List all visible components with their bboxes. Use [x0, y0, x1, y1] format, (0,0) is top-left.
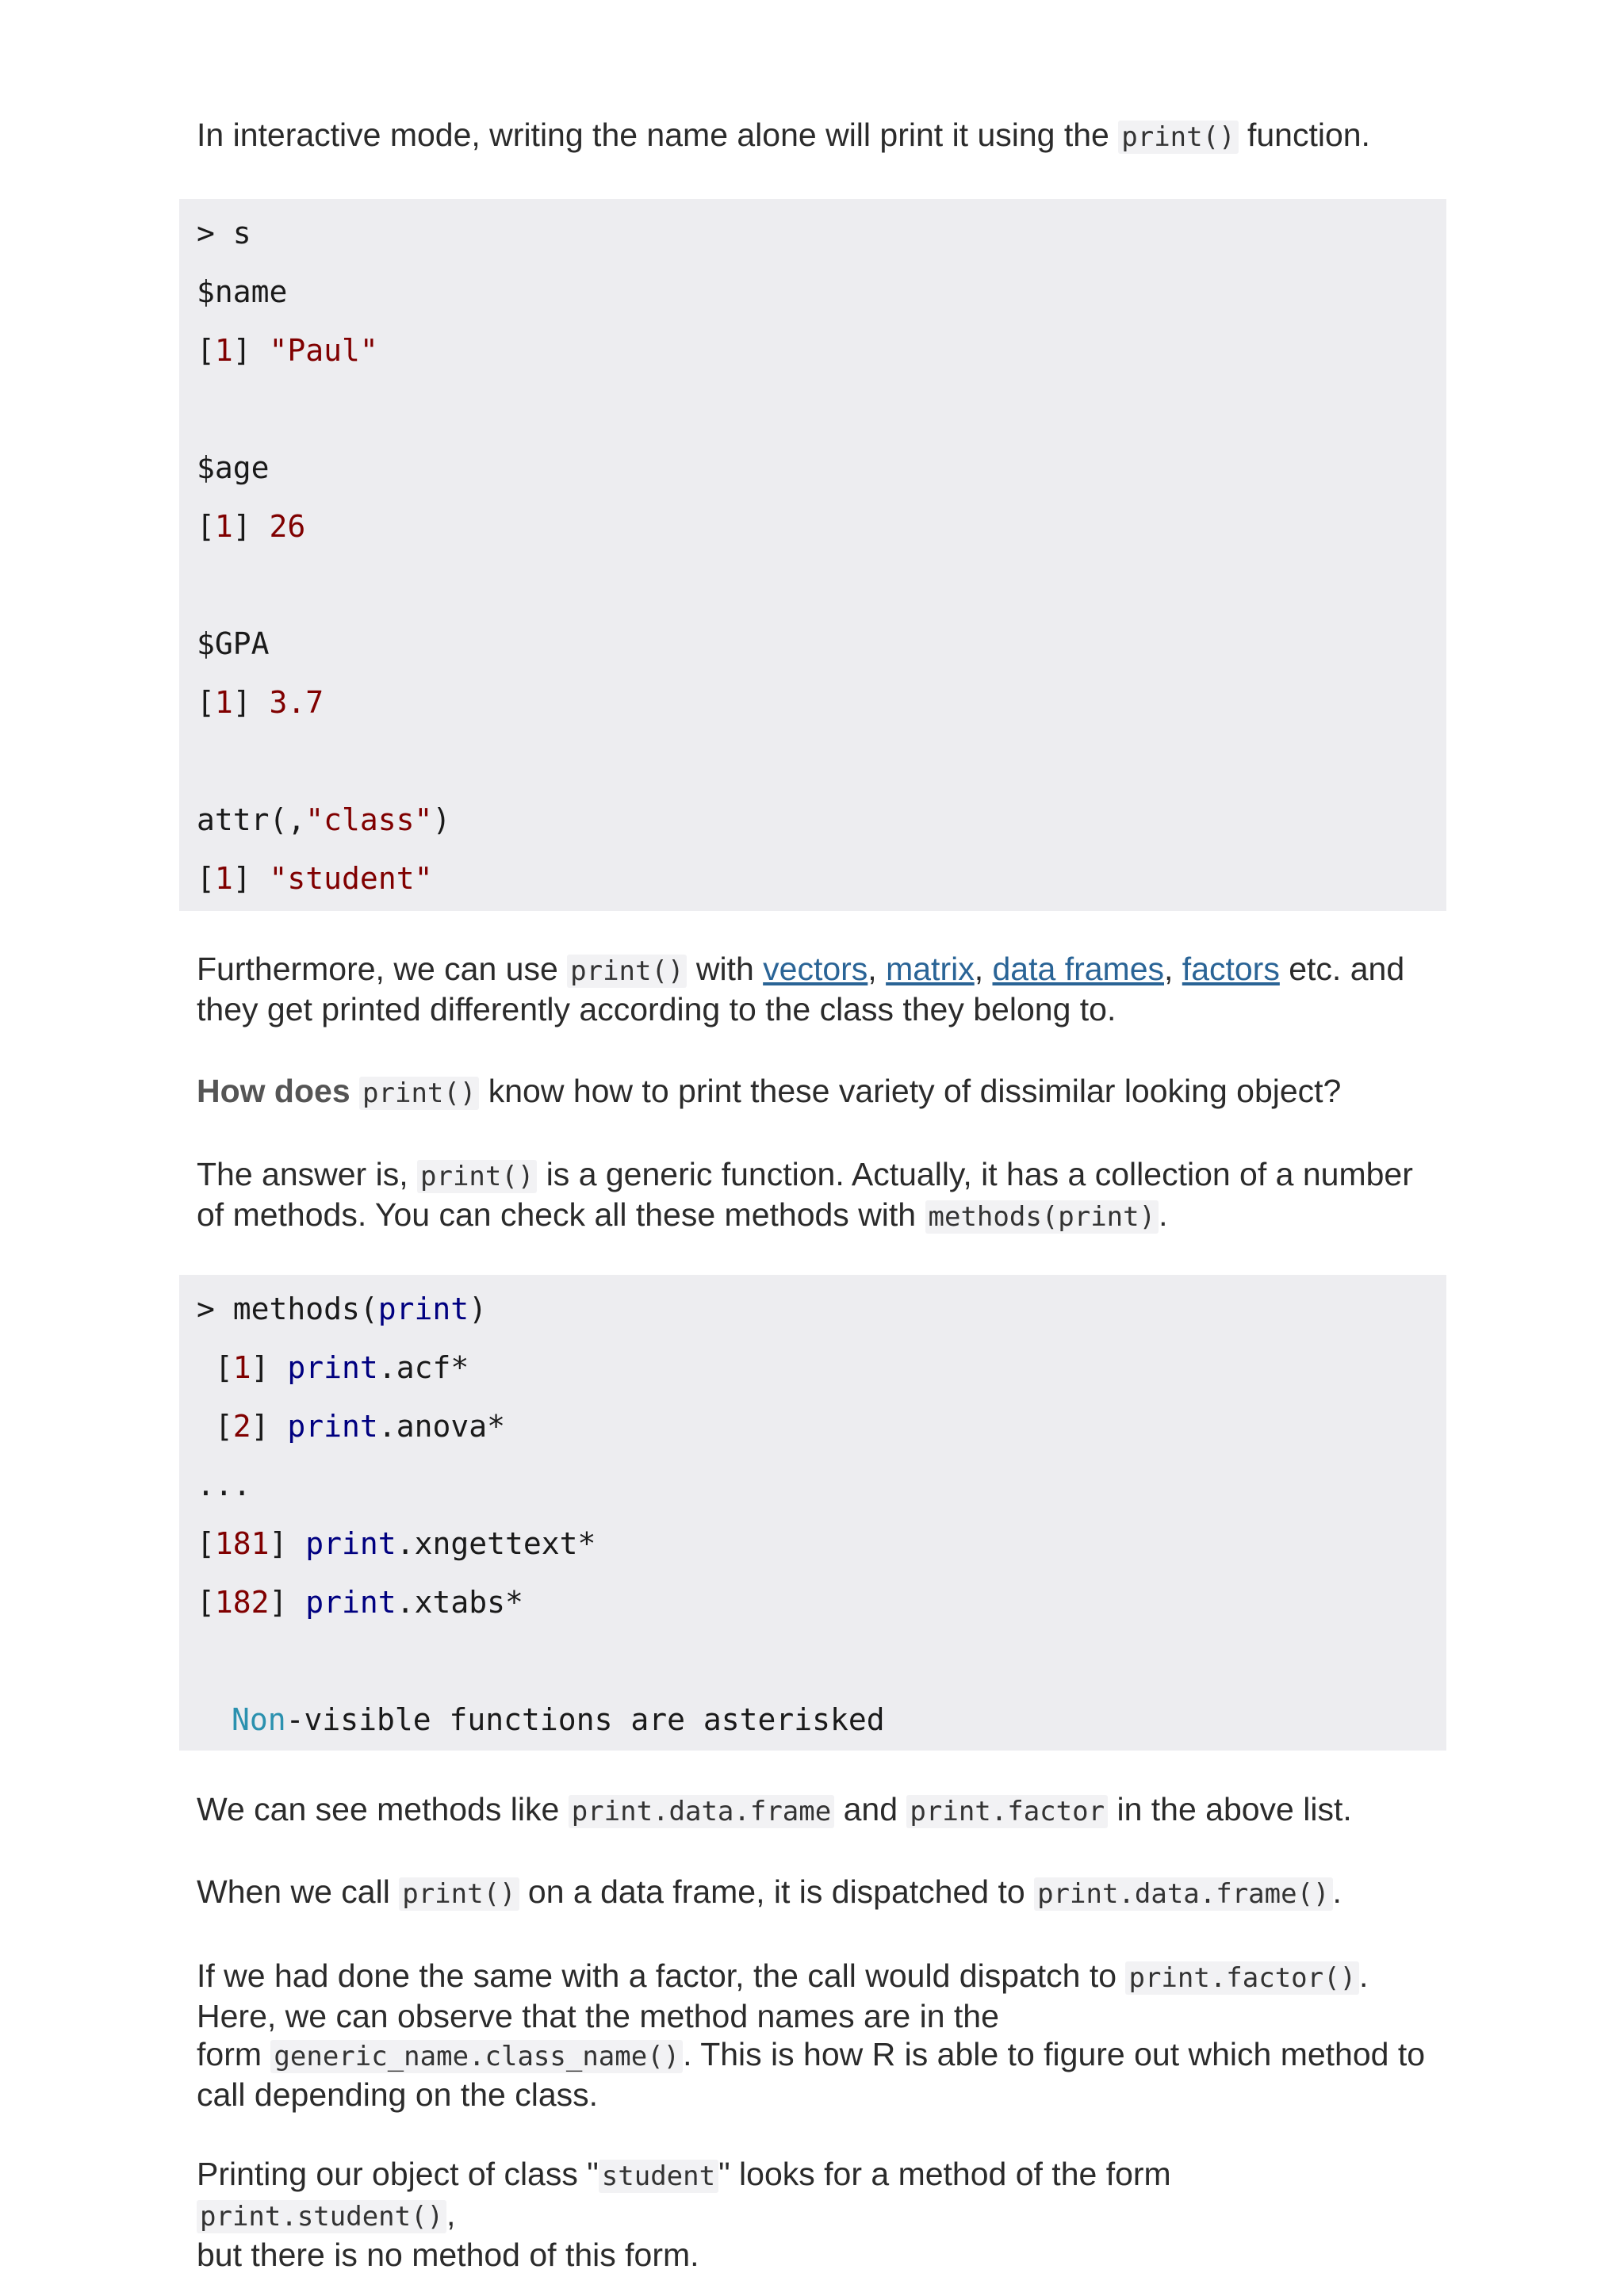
code-line: > methods(print): [197, 1292, 488, 1326]
code-line: [1] "student": [197, 861, 433, 896]
code-line: Non-visible functions are asterisked: [232, 1702, 885, 1737]
paragraph-furthermore: Furthermore, we can use print() with vectors, matrix, data frames, factors etc. and they get printed differently according to the class they belong to.: [197, 951, 1405, 1027]
paragraph-dispatch: When we call print() on a data frame, it is dispatched to print.data.frame().: [197, 1873, 1342, 1910]
code-line: ...: [197, 1468, 251, 1502]
link-data-frames[interactable]: data frames: [992, 951, 1164, 987]
link-vectors[interactable]: vectors: [763, 951, 868, 987]
inline-code: generic_name.class_name(): [270, 2040, 683, 2073]
code-line: $name: [197, 274, 288, 309]
code-line: [1] 3.7: [197, 685, 324, 720]
inline-code: print(): [1118, 121, 1238, 154]
inline-code: methods(print): [925, 1200, 1159, 1234]
inline-code: print.student(): [197, 2200, 446, 2233]
paragraph-methods-like: We can see methods like print.data.frame and print.factor in the above list.: [197, 1791, 1352, 1827]
paragraph-answer: The answer is, print() is a generic function. Actually, it has a collection of a number of methods. You can check all these methods with methods(print).: [197, 1156, 1413, 1233]
code-line: $GPA: [197, 626, 270, 661]
link-matrix[interactable]: matrix: [886, 951, 975, 987]
link-factors[interactable]: factors: [1182, 951, 1280, 987]
inline-code: print.data.frame: [569, 1795, 835, 1828]
inline-code: print.factor(): [1125, 1961, 1359, 1995]
code-line: [1] "Paul": [197, 333, 378, 368]
code-block-methods-print: [179, 1275, 1446, 1751]
inline-code: print(): [359, 1077, 479, 1110]
inline-code: student: [599, 2160, 718, 2193]
code-block-print-output: [179, 199, 1446, 911]
code-line: [1] 26: [197, 509, 306, 544]
code-line: [181] print.xngettext*: [197, 1526, 596, 1561]
code-line: $age: [197, 450, 270, 485]
inline-code: print(): [399, 1877, 519, 1911]
paragraph-question: How does print() know how to print these variety of dissimilar looking object?: [197, 1073, 1342, 1109]
inline-code: print.data.frame(): [1034, 1877, 1332, 1911]
paragraph-factor-dispatch: If we had done the same with a factor, the call would dispatch to print.factor(). Here, we can observe that the method names are in the form generic_name.class_name(). This is how R is able to figure out which method to call depending on the class.: [197, 1957, 1426, 2113]
paragraph-printing-student: Printing our object of class " student" looks for a method of the form print.student(), but there is no method of this form.: [197, 2156, 1171, 2273]
code-line: attr(,"class"): [197, 802, 451, 837]
code-line: [182] print.xtabs*: [197, 1585, 523, 1620]
paragraph-interactive-mode: In interactive mode, writing the name alone will print it using the print() function.: [197, 117, 1370, 153]
inline-code: print(): [417, 1160, 537, 1193]
inline-code: print.factor: [906, 1795, 1108, 1828]
code-line: > s: [197, 216, 251, 251]
code-line: [2] print.anova*: [197, 1409, 505, 1444]
code-line: [1] print.acf*: [197, 1350, 469, 1385]
inline-code: print(): [567, 955, 687, 988]
